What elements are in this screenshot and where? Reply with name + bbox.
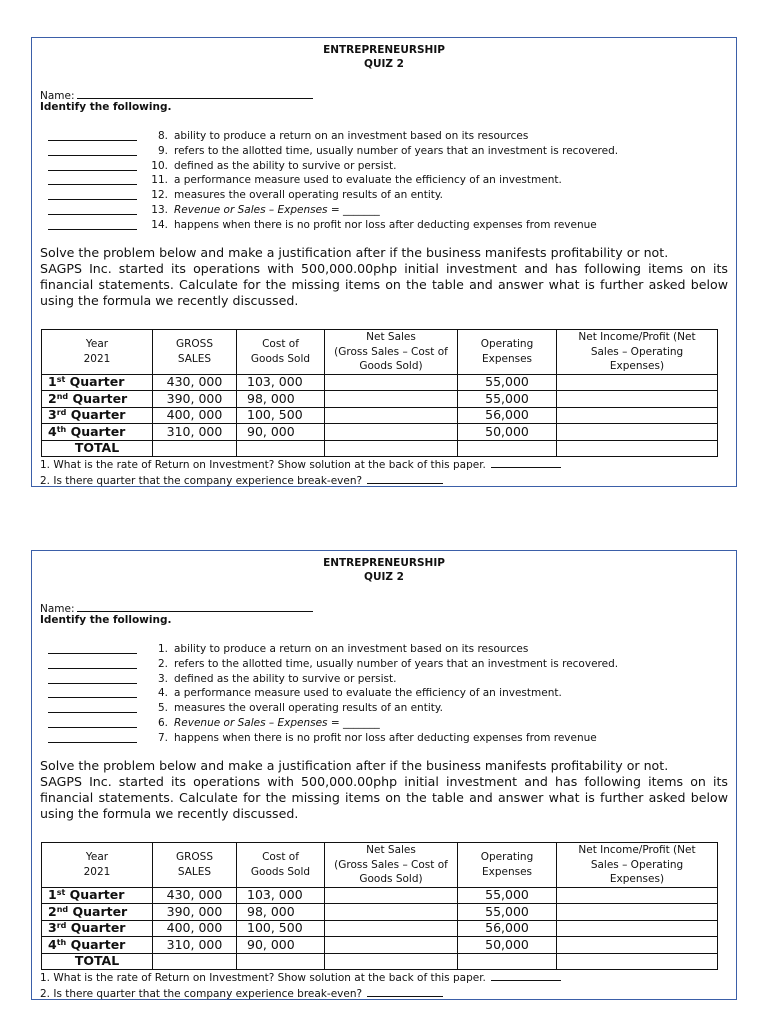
net-income-cell[interactable] (557, 887, 718, 904)
quiz-header (32, 556, 736, 584)
item-text: measures the overall operating results of an entity. (174, 702, 443, 715)
col-header-gross-sales: GROSS SALES (153, 843, 237, 888)
quarter-label: 2nd Quarter (42, 391, 153, 408)
item-text: ability to produce a return on an investment based on its resources (174, 643, 529, 655)
table-header-row (42, 843, 718, 888)
total-cell[interactable] (458, 440, 557, 457)
total-cell[interactable] (237, 953, 325, 970)
total-cell[interactable] (153, 440, 237, 457)
item-number: 13. (151, 203, 168, 216)
quiz-title: QUIZ 2 (364, 58, 404, 70)
table-row (42, 937, 718, 954)
net-sales-cell[interactable] (325, 887, 458, 904)
name-label: Name: (40, 90, 75, 102)
total-cell[interactable] (557, 953, 718, 970)
item-number: 3. (157, 672, 168, 685)
problem-statement (40, 245, 728, 309)
total-cell[interactable] (557, 440, 718, 457)
instruction: Identify the following. (40, 614, 172, 626)
gross-sales-cell: 390, 000 (153, 391, 237, 408)
net-income-cell[interactable] (557, 374, 718, 391)
item-text: a performance measure used to evaluate the efficiency of an investment. (174, 687, 562, 700)
col-header-gross-sales: GROSS SALES (153, 330, 237, 375)
item-number: 7. (157, 731, 168, 744)
col-header-net-income: Net Income/Profit (Net Sales – Operating Expenses) (557, 843, 718, 888)
total-label: TOTAL (42, 440, 153, 457)
opex-cell: 50,000 (458, 937, 557, 954)
col-header-year: Year 2021 (42, 843, 153, 888)
gross-sales-cell: 400, 000 (153, 407, 237, 424)
question-roi: 1. What is the rate of Return on Investment? Show solution at the back of this paper. (40, 970, 561, 986)
item-number: 8. (157, 130, 168, 142)
gross-sales-cell: 390, 000 (153, 904, 237, 921)
item-number: 4. (157, 687, 168, 700)
item-text: refers to the allotted time, usually number of years that an investment is recovered. (174, 657, 619, 670)
gross-sales-cell: 400, 000 (153, 920, 237, 937)
cogs-cell: 103, 000 (237, 887, 325, 904)
answer-blank[interactable] (48, 174, 137, 185)
name-blank[interactable] (77, 600, 313, 612)
answer-blank[interactable] (367, 473, 443, 484)
table-row (42, 920, 718, 937)
gross-sales-cell: 430, 000 (153, 374, 237, 391)
answer-blank[interactable] (48, 145, 137, 156)
item-text: refers to the allotted time, usually number of years that an investment is recovered. (174, 144, 619, 157)
quiz-sheet-2 (31, 550, 737, 1000)
total-cell[interactable] (153, 953, 237, 970)
item-text: a performance measure used to evaluate the efficiency of an investment. (174, 174, 562, 187)
item-number: 12. (151, 189, 168, 202)
answer-blank[interactable] (48, 160, 137, 171)
item-number: 14. (151, 218, 168, 231)
item-text: defined as the ability to survive or persist. (174, 159, 397, 172)
net-income-cell[interactable] (557, 424, 718, 441)
col-header-net-sales: Net Sales (Gross Sales – Cost of Goods Sold) (325, 330, 458, 375)
answer-blank[interactable] (491, 457, 561, 468)
cogs-cell: 98, 000 (237, 904, 325, 921)
answer-blank[interactable] (48, 732, 137, 743)
gross-sales-cell: 310, 000 (153, 424, 237, 441)
total-cell[interactable] (325, 953, 458, 970)
item-text: Revenue or Sales – Expenses = _______ (174, 716, 380, 729)
cogs-cell: 103, 000 (237, 374, 325, 391)
table-row (42, 391, 718, 408)
net-sales-cell[interactable] (325, 374, 458, 391)
name-blank[interactable] (77, 87, 313, 99)
opex-cell: 55,000 (458, 887, 557, 904)
item-number: 11. (151, 174, 168, 187)
item-number: 5. (157, 702, 168, 715)
name-label: Name: (40, 603, 75, 615)
item-number: 1. (157, 643, 168, 655)
quarter-label: 4th Quarter (42, 937, 153, 954)
answer-blank[interactable] (48, 204, 137, 215)
cogs-cell: 90, 000 (237, 424, 325, 441)
item-number: 2. (157, 657, 168, 670)
table-row (42, 407, 718, 424)
opex-cell: 55,000 (458, 391, 557, 408)
answer-blank[interactable] (367, 986, 443, 997)
opex-cell: 56,000 (458, 920, 557, 937)
item-text: Revenue or Sales – Expenses = _______ (174, 203, 380, 216)
net-sales-cell[interactable] (325, 937, 458, 954)
follow-up-questions (40, 457, 561, 489)
col-header-net-income: Net Income/Profit (Net Sales – Operating Expenses) (557, 330, 718, 375)
problem-scenario: SAGPS Inc. started its operations with 500,000.00php initial investment and has following items on its financial statements. Calculate for the missing items on the table and answer what is further asked below using the formula we recently discussed. (40, 261, 728, 308)
answer-blank[interactable] (48, 687, 137, 698)
problem-instruction: Solve the problem below and make a justification after if the business manifests profitability or not. (40, 245, 669, 260)
answer-blank[interactable] (48, 673, 137, 684)
quiz-title: QUIZ 2 (364, 571, 404, 583)
col-header-cost-of-goods: Cost of Goods Sold (237, 330, 325, 375)
instruction: Identify the following. (40, 101, 172, 113)
total-cell[interactable] (325, 440, 458, 457)
quarter-label: 3rd Quarter (42, 407, 153, 424)
item-text: happens when there is no profit nor loss after deducting expenses from revenue (174, 731, 597, 744)
item-text: measures the overall operating results of an entity. (174, 189, 443, 202)
col-header-operating-expenses: Operating Expenses (458, 330, 557, 375)
answer-blank[interactable] (48, 130, 137, 141)
opex-cell: 50,000 (458, 424, 557, 441)
total-label: TOTAL (42, 953, 153, 970)
table-row (42, 424, 718, 441)
net-income-cell[interactable] (557, 391, 718, 408)
net-sales-cell[interactable] (325, 920, 458, 937)
item-text: defined as the ability to survive or persist. (174, 672, 397, 685)
answer-blank[interactable] (48, 717, 137, 728)
answer-blank[interactable] (48, 643, 137, 654)
answer-blank[interactable] (48, 702, 137, 713)
cogs-cell: 90, 000 (237, 937, 325, 954)
opex-cell: 55,000 (458, 904, 557, 921)
net-sales-cell[interactable] (325, 904, 458, 921)
follow-up-questions (40, 970, 561, 1002)
subject-title: ENTREPRENEURSHIP (323, 44, 445, 56)
opex-cell: 55,000 (458, 374, 557, 391)
net-sales-cell[interactable] (325, 424, 458, 441)
quiz-header (32, 43, 736, 71)
col-header-net-sales: Net Sales (Gross Sales – Cost of Goods Sold) (325, 843, 458, 888)
answer-blank[interactable] (48, 658, 137, 669)
item-number: 10. (151, 159, 168, 172)
subject-title: ENTREPRENEURSHIP (323, 557, 445, 569)
question-roi: 1. What is the rate of Return on Investment? Show solution at the back of this paper. (40, 457, 561, 473)
quarter-label: 1st Quarter (42, 374, 153, 391)
total-cell[interactable] (237, 440, 325, 457)
net-sales-cell[interactable] (325, 391, 458, 408)
quarter-label: 3rd Quarter (42, 920, 153, 937)
cogs-cell: 98, 000 (237, 391, 325, 408)
name-line (40, 87, 313, 102)
net-income-cell[interactable] (557, 904, 718, 921)
table-header-row (42, 330, 718, 375)
net-income-cell[interactable] (557, 937, 718, 954)
opex-cell: 56,000 (458, 407, 557, 424)
col-header-year: Year 2021 (42, 330, 153, 375)
net-income-cell[interactable] (557, 920, 718, 937)
gross-sales-cell: 310, 000 (153, 937, 237, 954)
problem-scenario: SAGPS Inc. started its operations with 500,000.00php initial investment and has following items on its financial statements. Calculate for the missing items on the table and answer what is further asked below using the formula we recently discussed. (40, 774, 728, 821)
item-number: 6. (157, 716, 168, 729)
answer-blank[interactable] (491, 970, 561, 981)
quarter-label: 1st Quarter (42, 887, 153, 904)
answer-blank[interactable] (48, 189, 137, 200)
quarter-label: 4th Quarter (42, 424, 153, 441)
cogs-cell: 100, 500 (237, 920, 325, 937)
item-number: 9. (157, 144, 168, 157)
table-row (42, 374, 718, 391)
name-line (40, 600, 313, 615)
financial-table (41, 842, 718, 970)
net-income-cell[interactable] (557, 407, 718, 424)
financial-table (41, 329, 718, 457)
table-row (42, 904, 718, 921)
cogs-cell: 100, 500 (237, 407, 325, 424)
net-sales-cell[interactable] (325, 407, 458, 424)
table-total-row (42, 440, 718, 457)
col-header-operating-expenses: Operating Expenses (458, 843, 557, 888)
col-header-cost-of-goods: Cost of Goods Sold (237, 843, 325, 888)
item-text: happens when there is no profit nor loss after deducting expenses from revenue (174, 218, 597, 231)
table-total-row (42, 953, 718, 970)
table-row (42, 887, 718, 904)
total-cell[interactable] (458, 953, 557, 970)
item-text: ability to produce a return on an investment based on its resources (174, 130, 529, 142)
problem-statement (40, 758, 728, 822)
question-break-even: 2. Is there quarter that the company experience break-even? (40, 986, 561, 1002)
quiz-sheet-1 (31, 37, 737, 487)
answer-blank[interactable] (48, 219, 137, 230)
problem-instruction: Solve the problem below and make a justification after if the business manifests profitability or not. (40, 758, 669, 773)
gross-sales-cell: 430, 000 (153, 887, 237, 904)
question-break-even: 2. Is there quarter that the company experience break-even? (40, 473, 561, 489)
quarter-label: 2nd Quarter (42, 904, 153, 921)
